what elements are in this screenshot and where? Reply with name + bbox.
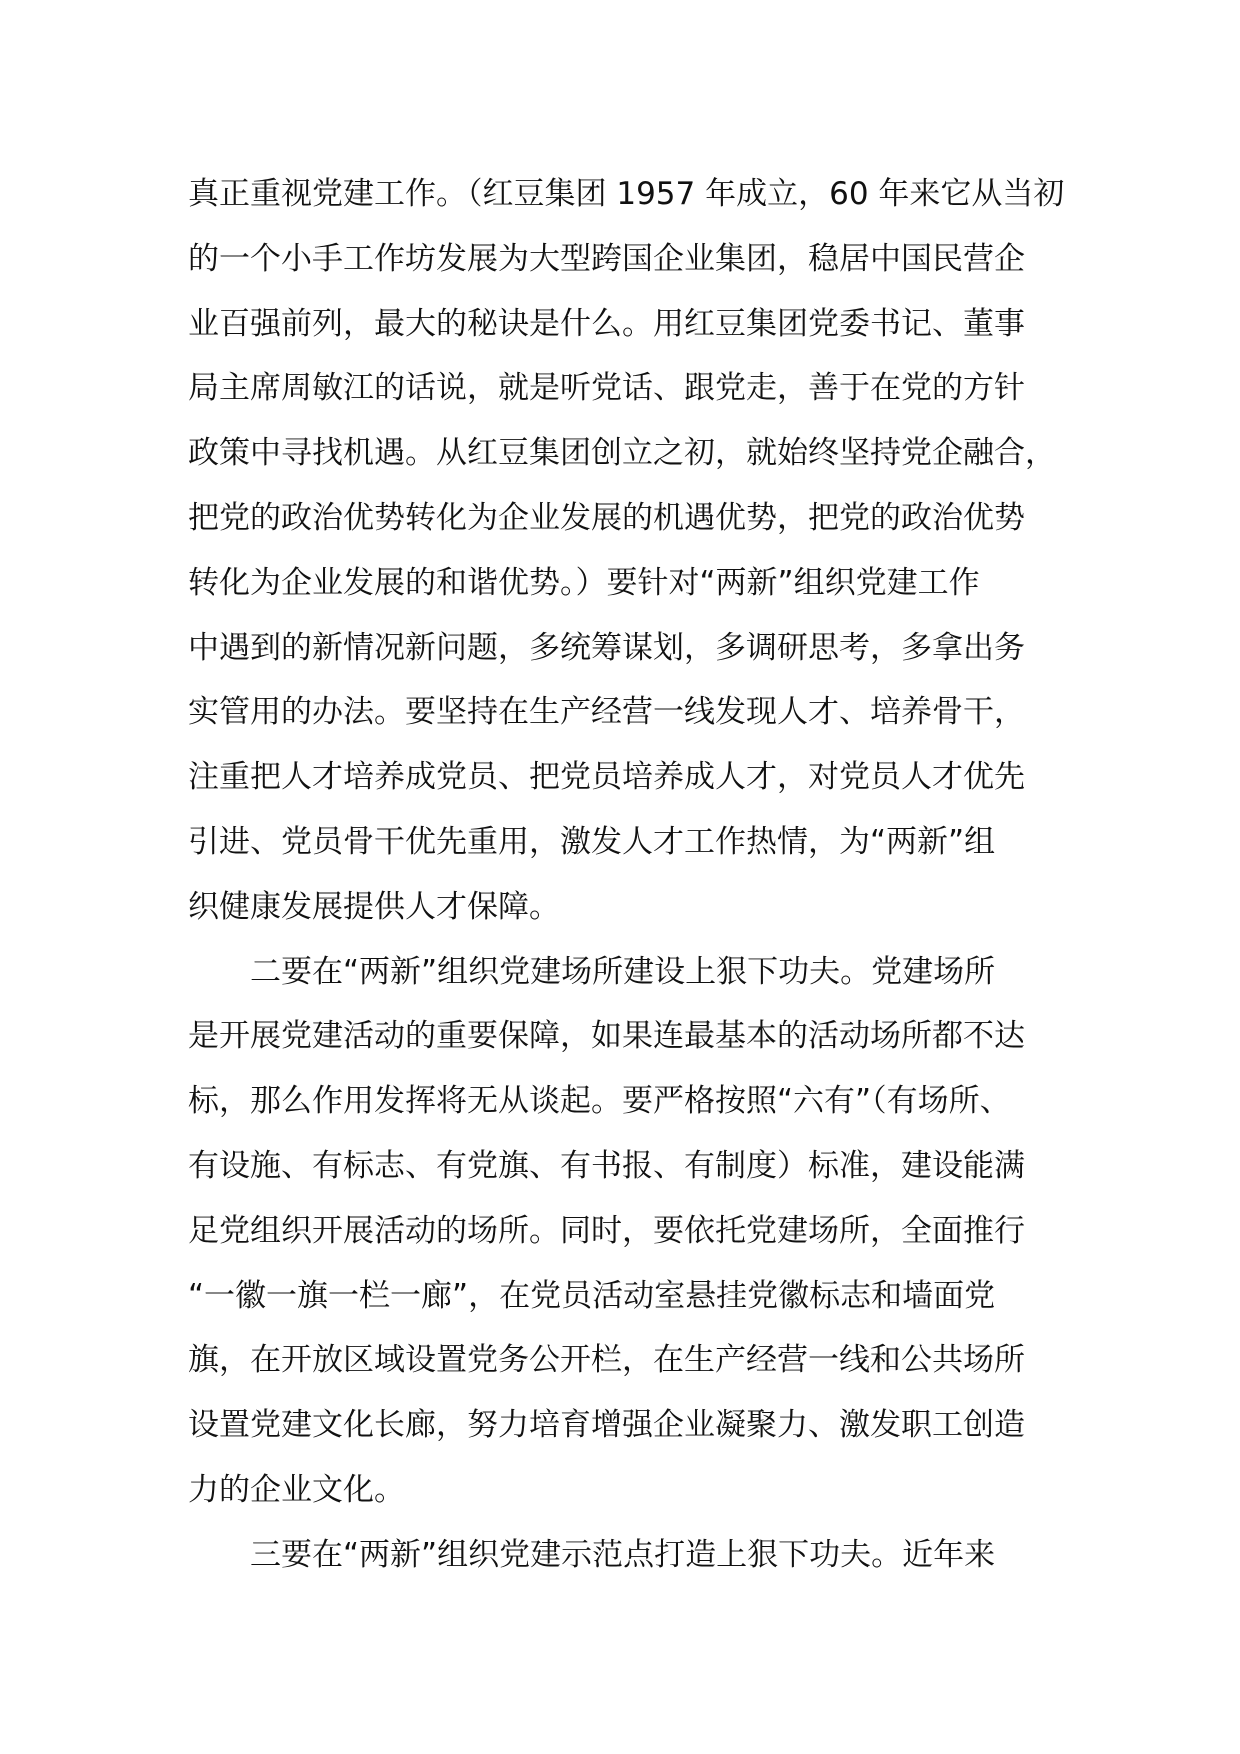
body-text [188, 162, 1088, 1588]
text-line: 业百强前列，最大的秘诀是什么。用红豆集团党委书记、董事 [188, 305, 1025, 342]
text-line: 中遇到的新情况新问题，多统筹谋划，多调研思考，多拿出务 [188, 629, 1025, 666]
text-line: 足党组织开展活动的场所。同时，要依托党建场所，全面推行 [188, 1212, 1025, 1249]
text-line: 真正重视党建工作。（红豆集团 1957 年成立，60 年来它从当初 [188, 176, 1065, 212]
text-line: 设置党建文化长廊，努力培育增强企业凝聚力、激发职工创造 [188, 1407, 1025, 1444]
text-line: 局主席周敏江的话说，就是听党话、跟党走，善于在党的方针 [188, 370, 1025, 407]
text-line: 实管用的办法。要坚持在生产经营一线发现人才、培养骨干， [188, 694, 1025, 731]
text-line: 转化为企业发展的和谐优势。）要针对“两新”组织党建工作 [188, 564, 980, 601]
text-line: 政策中寻找机遇。从红豆集团创立之初，就始终坚持党企融合， [188, 435, 1056, 472]
text-line: 有设施、有标志、有党旗、有书报、有制度）标准，建设能满 [188, 1147, 1025, 1184]
text-line: 力的企业文化。 [188, 1471, 405, 1508]
text-line: 引进、党员骨干优先重用，激发人才工作热情，为“两新”组 [188, 823, 996, 860]
text-line: 的一个小手工作坊发展为大型跨国企业集团，稳居中国民营企 [188, 240, 1025, 277]
text-line: 注重把人才培养成党员、把党员培养成人才，对党员人才优先 [188, 759, 1025, 796]
text-line: 织健康发展提供人才保障。 [188, 888, 560, 925]
text-line: 旗，在开放区域设置党务公开栏，在生产经营一线和公共场所 [188, 1342, 1025, 1379]
text-line: 二要在“两新”组织党建场所建设上狠下功夫。党建场所 [250, 953, 996, 990]
text-line: 三要在“两新”组织党建示范点打造上狠下功夫。近年来 [250, 1536, 996, 1573]
text-line: 标，那么作用发挥将无从谈起。要严格按照“六有”（有场所、 [188, 1083, 1011, 1120]
text-line: “一徽一旗一栏一廊”，在党员活动室悬挂党徽标志和墙面党 [188, 1277, 996, 1314]
text-line: 把党的政治优势转化为企业发展的机遇优势，把党的政治优势 [188, 499, 1025, 536]
text-line: 是开展党建活动的重要保障，如果连最基本的活动场所都不达 [188, 1018, 1025, 1055]
